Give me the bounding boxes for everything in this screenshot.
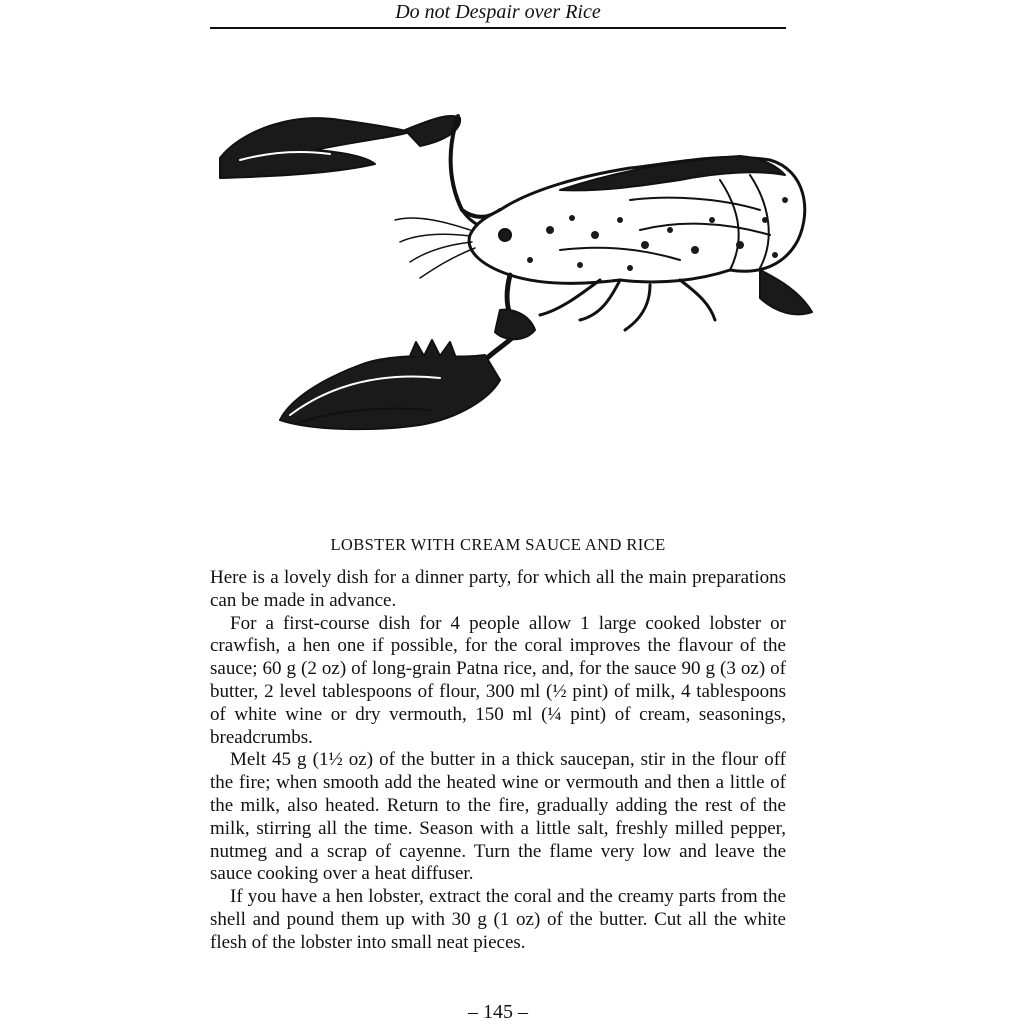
running-head: Do not Despair over Rice <box>395 1 601 23</box>
paragraph-lobster-prep: If you have a hen lobster, extract the coral and the creamy parts from the shell and pound them up with 30 g (1 oz) of the butter. Cut all the white flesh of the lobster into small neat pieces. <box>210 886 786 953</box>
recipe-body <box>210 567 786 955</box>
page-number: – 145 – <box>468 1001 528 1023</box>
paragraph-intro: Here is a lovely dish for a dinner party, for which all the main preparations can be made in advance. <box>210 567 786 611</box>
recipe-title: LOBSTER WITH CREAM SAUCE AND RICE <box>330 535 666 554</box>
header-rule <box>210 27 786 29</box>
paragraph-ingredients: For a first-course dish for 4 people allow 1 large cooked lobster or crawfish, a hen one if possible, for the coral improves the flavour of the sauce; 60 g (2 oz) of long-grain Patna rice, and, for the sauce 90 g (3 oz) of butter, 2 level tablespoons of flour, 300 ml (½ pint) of milk, 4 tablespoons of white wine or dry vermouth, 150 ml (¼ pint) of cream, seasonings, breadcrumbs. <box>210 612 786 748</box>
lobster-illustration-icon <box>200 80 820 480</box>
paragraph-sauce-method: Melt 45 g (1½ oz) of the butter in a thick saucepan, stir in the flour off the fire; when smooth add the heated wine or vermouth and then a little of the milk, also heated. Return to the fire, gradually adding the rest of the milk, stirring all the time. Season with a little salt, freshly milled pepper, nutmeg and a scrap of cayenne. Turn the flame very low and leave the sauce cooking over a heat diffuser. <box>210 749 786 885</box>
